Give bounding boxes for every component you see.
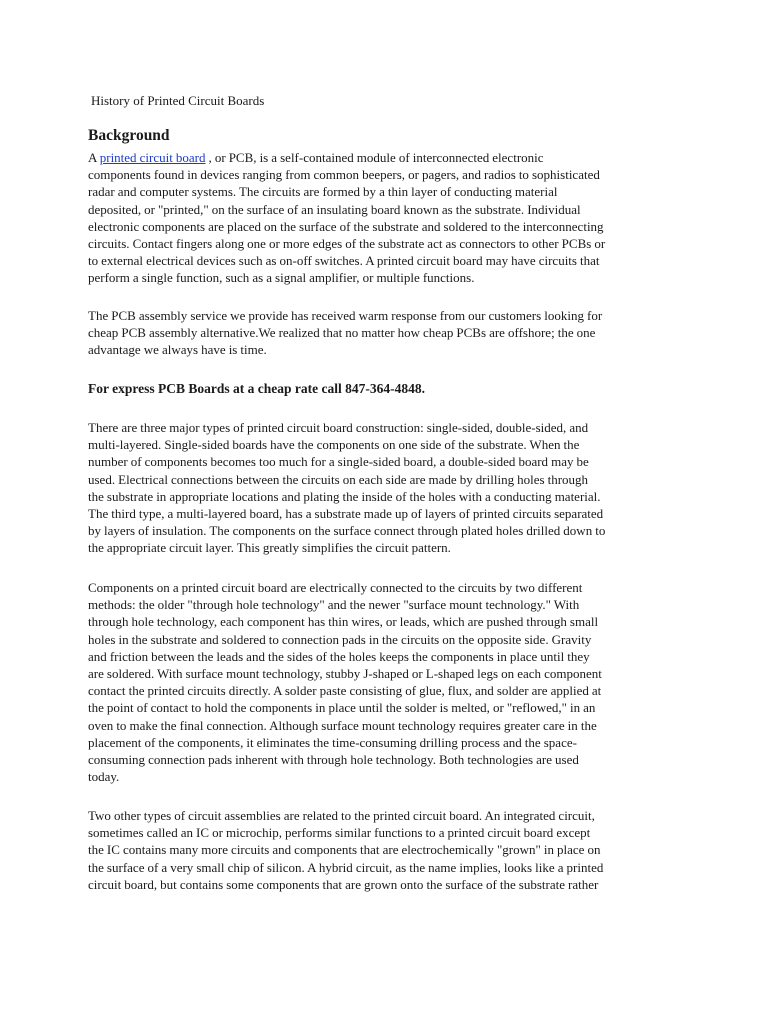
components-paragraph xyxy=(88,579,660,785)
assemblies-line: Two other types of circuit assemblies are related to the printed circuit board. An integrated circuit, xyxy=(88,808,595,823)
types-line: the substrate in appropriate locations and plating the inside of the holes with a conducting material. xyxy=(88,488,601,504)
types-paragraph xyxy=(88,419,660,557)
components-line: contact the printed circuits directly. A solder paste consisting of glue, flux, and solder are applied at xyxy=(88,683,602,699)
types-line: There are three major types of printed circuit board construction: single-sided, double-sided, and xyxy=(88,420,589,435)
components-line: holes in the substrate and soldered to connection pads in the circuits on the opposite side. Gravity xyxy=(88,631,592,647)
intro-prefix: A xyxy=(88,150,100,165)
service-line: cheap PCB assembly alternative.We realized that no matter how cheap PCBs are offshore; the one xyxy=(88,325,596,341)
components-line: methods: the older "through hole technology" and the newer "surface mount technology." With xyxy=(88,597,580,613)
components-line: through hole technology, each component has thin wires, or leads, which are pushed through small xyxy=(88,614,599,630)
intro-line: perform a single function, such as a signal amplifier, or multiple functions. xyxy=(88,270,475,286)
assemblies-line: the IC contains many more circuits and components that are electrochemically "grown" in place on xyxy=(88,842,601,858)
intro-line: to external electrical devices such as on-off switches. A printed circuit board may have circuits that xyxy=(88,253,600,269)
assemblies-paragraph xyxy=(88,807,660,893)
intro-line: deposited, or "printed," on the surface of an insulating board known as the substrate. Individual xyxy=(88,201,581,217)
types-line: The third type, a multi-layered board, has a substrate made up of layers of printed circuits separated xyxy=(88,506,604,522)
types-line: by layers of insulation. The components on the surface connect through plated holes drilled down to xyxy=(88,523,606,539)
components-line: the point of contact to hold the components in place until the solder is melted, or "reflowed," in an xyxy=(88,700,596,716)
document-title: History of Printed Circuit Boards xyxy=(91,93,265,108)
intro-paragraph xyxy=(88,149,660,287)
service-line: advantage we always have is time. xyxy=(88,342,267,358)
components-line: consuming connection pads inherent with through hole technology. Both technologies are used xyxy=(88,752,579,768)
intro-line: components found in devices ranging from common beepers, or pagers, and radios to sophisticated xyxy=(88,167,600,183)
assemblies-line: circuit board, but contains some components that are grown onto the surface of the substrate rather xyxy=(88,876,599,892)
types-line: the appropriate circuit layer. This greatly simplifies the circuit pattern. xyxy=(88,540,451,556)
intro-line: radar and computer systems. The circuits are formed by a thin layer of conducting material xyxy=(88,184,558,200)
intro-line: electronic components are placed on the surface of the substrate and soldered to the interconnecting xyxy=(88,218,604,234)
intro-line-0-rest: , or PCB, is a self-contained module of interconnected electronic xyxy=(205,150,544,165)
assemblies-line: the surface of a very small chip of silicon. A hybrid circuit, as the name implies, looks like a printed xyxy=(88,859,604,875)
components-line: and friction between the leads and the sides of the holes keeps the components in place until they xyxy=(88,648,590,664)
printed-circuit-board-link[interactable]: printed circuit board xyxy=(99,150,206,165)
types-line: multi-layered. Single-sided boards have the components on one side of the substrate. When the xyxy=(88,437,580,453)
components-line: oven to make the final connection. Although surface mount technology requires greater care in the xyxy=(88,717,597,733)
types-line: number of components becomes too much for a single-sided board, a double-sided board may be xyxy=(88,454,589,470)
service-line: The PCB assembly service we provide has received warm response from our customers looking for xyxy=(88,308,603,323)
components-line: placement of the components, it eliminates the time-consuming drilling process and the space- xyxy=(88,734,577,750)
section-heading-background: Background xyxy=(88,127,170,144)
components-line: are soldered. With surface mount technology, stubby J-shaped or L-shaped legs on each component xyxy=(88,666,602,682)
call-to-action: For express PCB Boards at a cheap rate call 847-364-4848. xyxy=(88,381,425,396)
types-line: used. Electrical connections between the circuits on each side are made by drilling holes through xyxy=(88,471,589,487)
components-line: Components on a printed circuit board are electrically connected to the circuits by two different xyxy=(88,580,583,595)
service-paragraph xyxy=(88,307,660,359)
components-line: today. xyxy=(88,769,120,785)
intro-first-line xyxy=(88,149,660,166)
intro-line: circuits. Contact fingers along one or more edges of the substrate act as connectors to other PCBs or xyxy=(88,236,606,252)
assemblies-line: sometimes called an IC or microchip, performs similar functions to a printed circuit board except xyxy=(88,825,591,841)
